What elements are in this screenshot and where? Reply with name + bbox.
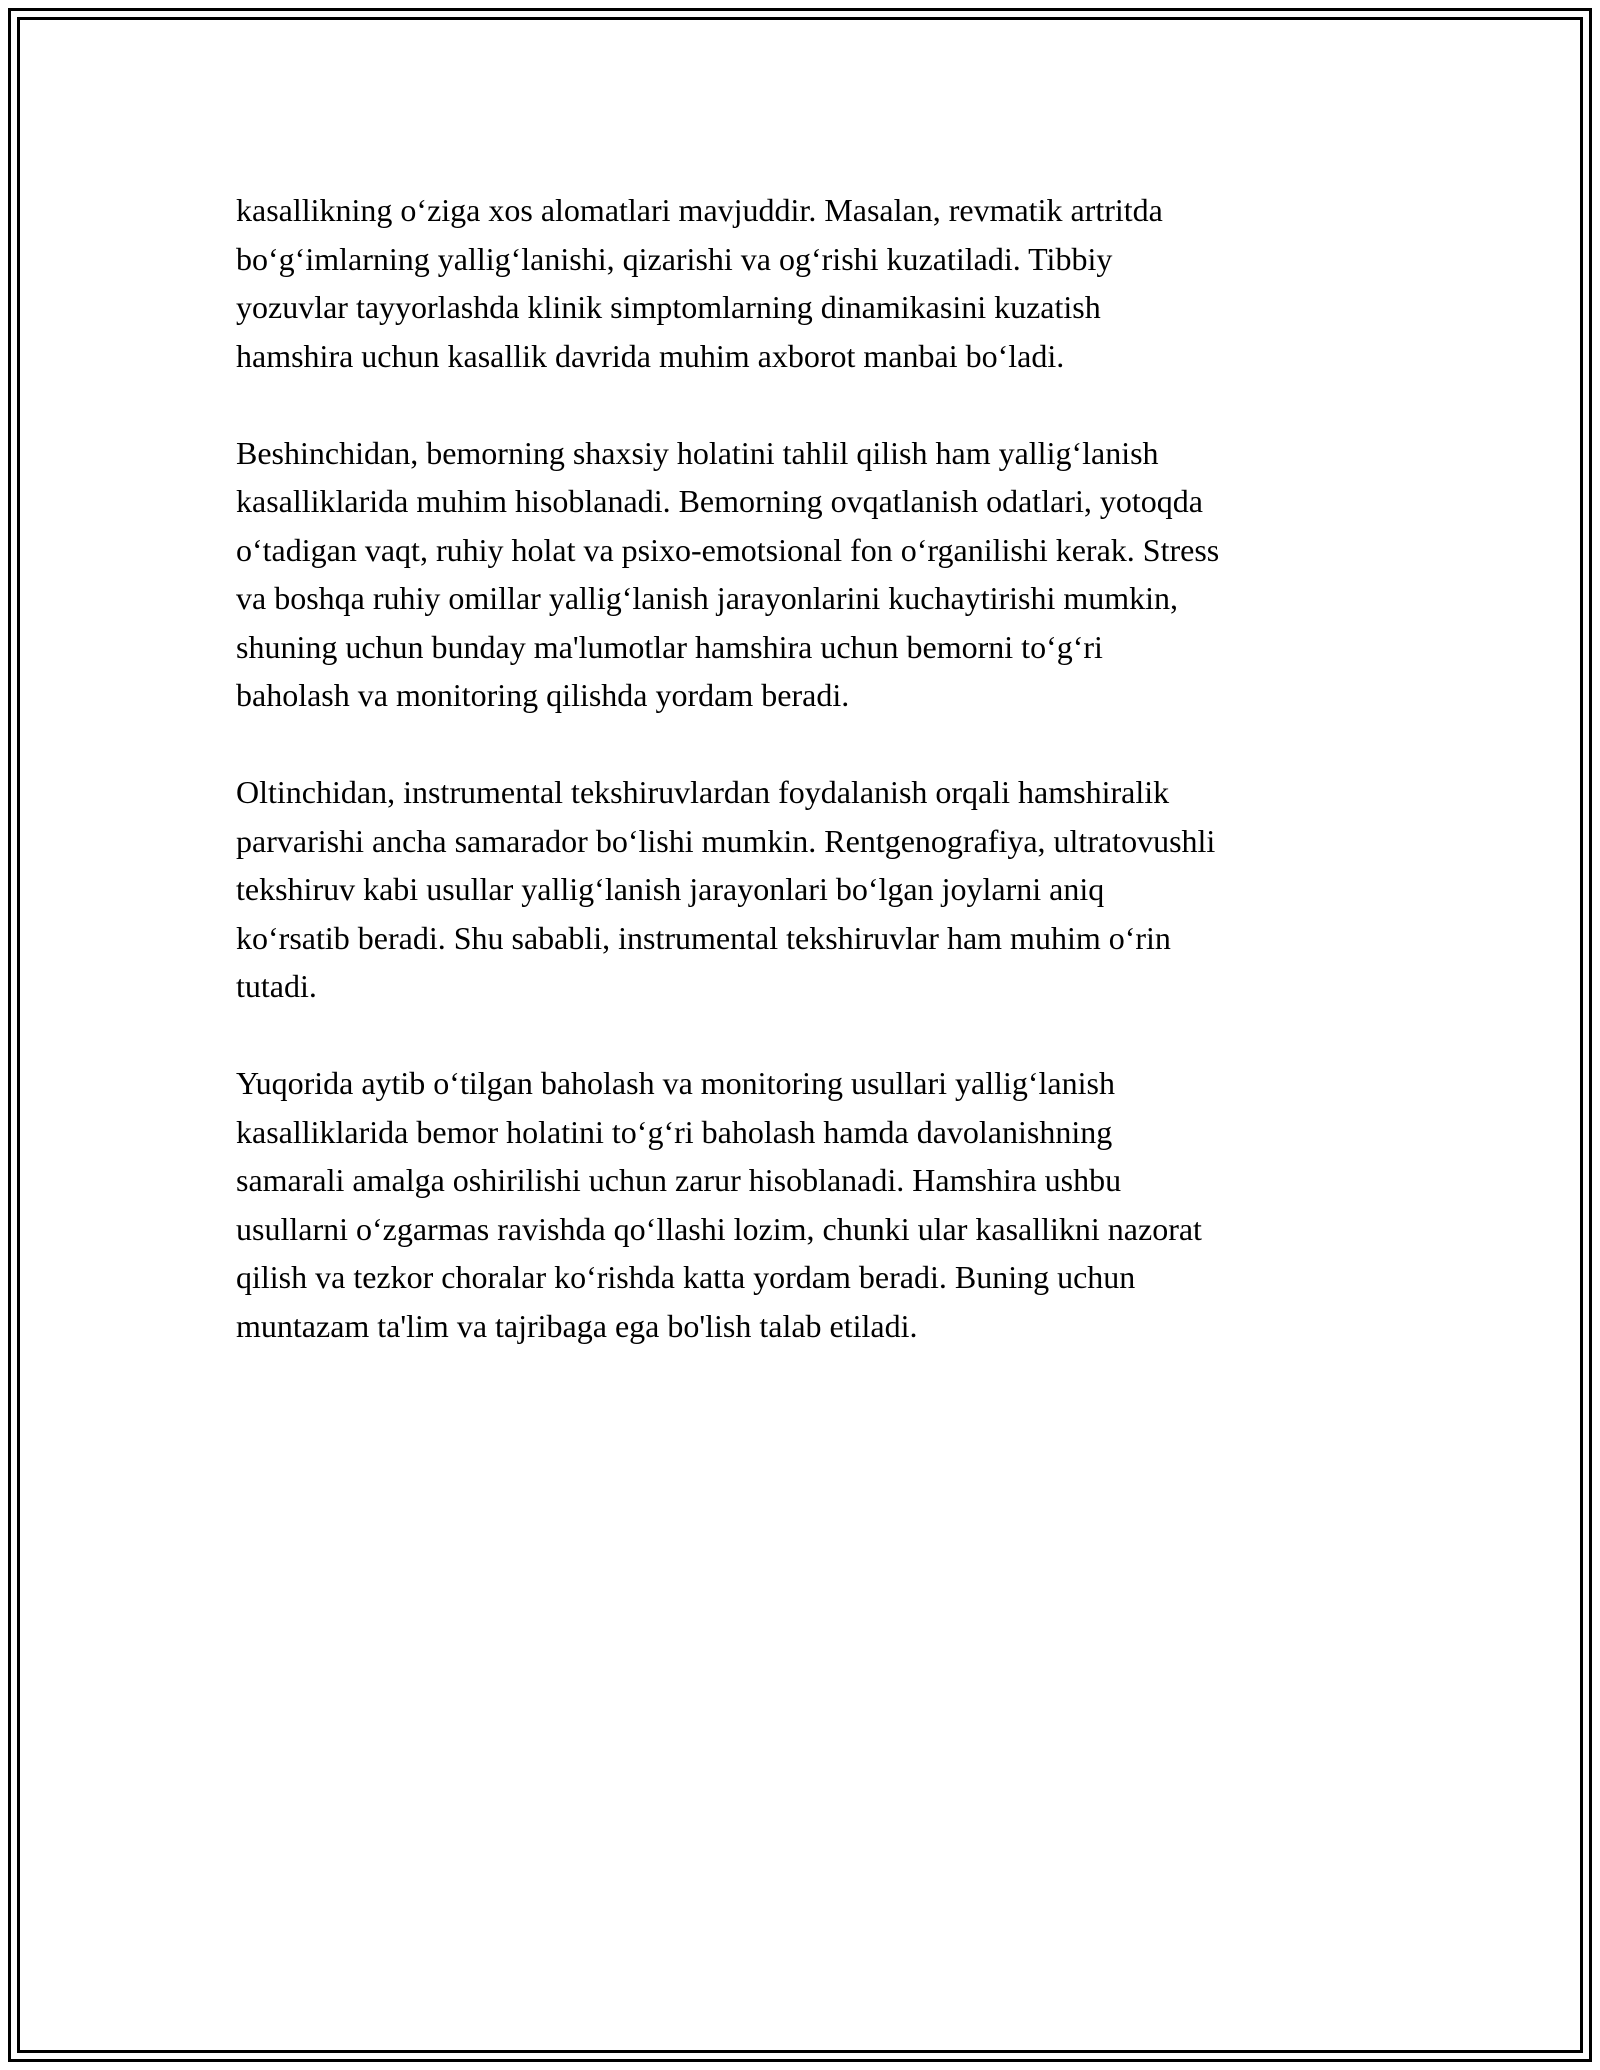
text-line: qilish va tezkor choralar ko‘rishda katta yordam beradi. Buning uchun [236, 1259, 1136, 1295]
text-line: Yuqorida aytib o‘tilgan baholash va monitoring usullari yallig‘lanish [236, 1065, 1115, 1101]
text-line: hamshira uchun kasallik davrida muhim axborot manbai bo‘ladi. [236, 337, 1065, 374]
text-line: va boshqa ruhiy omillar yallig‘lanish jarayonlarini kuchaytirishi mumkin, [236, 580, 1179, 616]
paragraph-4 [236, 1059, 1376, 1350]
paragraph-1 [236, 186, 1376, 380]
text-line: tekshiruv kabi usullar yallig‘lanish jarayonlari bo‘lgan joylarni aniq [236, 871, 1105, 907]
text-line: usullarni o‘zgarmas ravishda qo‘llashi lozim, chunki ular kasallikni nazorat [236, 1210, 1202, 1247]
text-line: ko‘rsatib beradi. Shu sababli, instrumental tekshiruvlar ham muhim o‘rin [236, 919, 1171, 956]
document-body [236, 186, 1376, 1399]
paragraph-3 [236, 768, 1376, 1011]
text-line: samarali amalga oshirilishi uchun zarur hisoblanadi. Hamshira ushbu [236, 1162, 1122, 1198]
text-line: Beshinchidan, bemorning shaxsiy holatini tahlil qilish ham yallig‘lanish [236, 434, 1159, 471]
text-line: muntazam ta'lim va tajribaga ega bo'lish talab etiladi. [236, 1307, 918, 1344]
text-line: kasalliklarida muhim hisoblanadi. Bemorning ovqatlanish odatlari, yotoqda [236, 483, 1203, 519]
text-line: baholash va monitoring qilishda yordam beradi. [236, 677, 850, 713]
paragraph-2 [236, 429, 1376, 720]
text-line: tutadi. [236, 968, 317, 1004]
text-line: parvarishi ancha samarador bo‘lishi mumkin. Rentgenografiya, ultratovushli [236, 822, 1216, 859]
text-line: yozuvlar tayyorlashda klinik simptomlarning dinamikasini kuzatish [236, 289, 1101, 325]
text-line: shuning uchun bunday ma'lumotlar hamshira uchun bemorni to‘g‘ri [236, 628, 1103, 665]
text-line: kasalliklarida bemor holatini to‘g‘ri baholash hamda davolanishning [236, 1113, 1113, 1150]
text-line: bo‘g‘imlarning yallig‘lanishi, qizarishi va og‘rishi kuzatiladi. Tibbiy [236, 240, 1113, 277]
text-line: o‘tadigan vaqt, ruhiy holat va psixo-emotsional fon o‘rganilishi kerak. Stress [236, 531, 1220, 568]
text-line: Oltinchidan, instrumental tekshiruvlardan foydalanish orqali hamshiralik [236, 774, 1170, 810]
text-line: kasallikning o‘ziga xos alomatlari mavjuddir. Masalan, revmatik artritda [236, 192, 1163, 228]
